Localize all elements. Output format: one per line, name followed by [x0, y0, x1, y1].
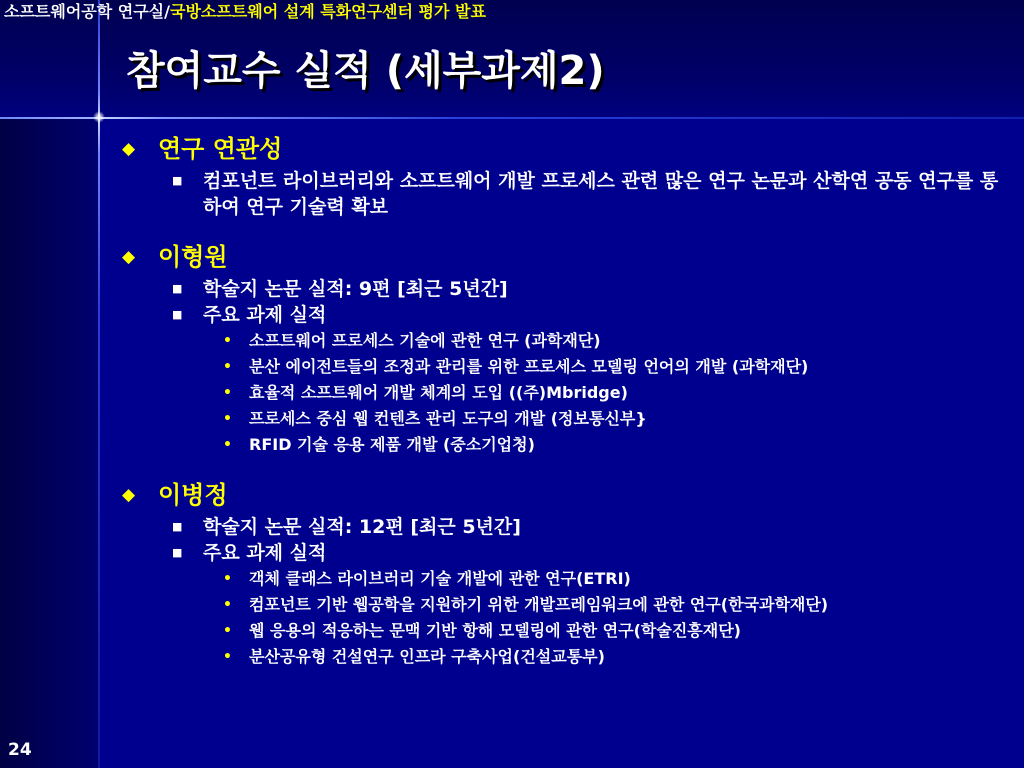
sub-list-item — [118, 566, 1010, 592]
sub-list-item-text: 프로세스 중심 웹 컨텐츠 관리 도구의 개발 (정보통신부} — [249, 409, 647, 428]
sub-list-item-text: 객체 클래스 라이브러리 기술 개발에 관한 연구(ETRI) — [249, 569, 631, 588]
diamond-icon: ◆ — [122, 139, 136, 159]
sub-list-item-text: RFID 기술 응용 제품 개발 (중소기업청) — [249, 435, 535, 454]
dot-icon: • — [223, 359, 232, 375]
sub-list-item-text: 컴포넌트 기반 웹공학을 지원하기 위한 개발프레임워크에 관한 연구(한국과학재단) — [249, 595, 829, 614]
sub-list-item-text: 웹 응용의 적응하는 문맥 기반 항해 모델링에 관한 연구(학술진흥재단) — [249, 621, 741, 640]
dot-icon: • — [223, 623, 232, 639]
list-item-text: 컴포넌트 라이브러리와 소프트웨어 개발 프로세스 관련 많은 연구 논문과 산학연 공동 연구를 통하여 연구 기술력 확보 — [203, 170, 999, 218]
square-icon: ■ — [172, 282, 183, 295]
page-number: 24 — [8, 740, 32, 760]
slide-content — [118, 130, 1010, 688]
dot-icon: • — [223, 437, 232, 453]
lab-name: 소프트웨어공학 연구실/ — [4, 2, 170, 21]
section-heading — [118, 238, 1010, 276]
list-item-text: 주요 과제 실적 — [203, 542, 327, 564]
section-heading — [118, 476, 1010, 514]
sub-list-item — [118, 380, 1010, 406]
diamond-icon: ◆ — [122, 247, 136, 267]
sub-list-item — [118, 592, 1010, 618]
square-icon: ■ — [172, 308, 183, 321]
square-icon: ■ — [172, 174, 183, 187]
slide-title: 참여교수 실적 (세부과제2) — [126, 48, 605, 94]
dot-icon: • — [223, 333, 232, 349]
list-item — [118, 540, 1010, 566]
sub-list-item-text: 효율적 소프트웨어 개발 체계의 도입 ((주)Mbridge) — [249, 383, 628, 402]
dot-icon: • — [223, 649, 232, 665]
list-item-text: 학술지 논문 실적: 9편 [최근 5년간] — [203, 278, 508, 300]
section-lee-hyungwon — [118, 238, 1010, 458]
event-title: 국방소프트웨어 설계 특화연구센터 평가 발표 — [169, 2, 486, 21]
sub-list-item-text: 분산공유형 건설연구 인프라 구축사업(건설교통부) — [249, 647, 605, 666]
section-heading-text: 연구 연관성 — [158, 135, 283, 163]
list-item — [118, 514, 1010, 540]
horizontal-rule — [0, 117, 1024, 119]
square-icon: ■ — [172, 520, 183, 533]
sub-list-item — [118, 644, 1010, 670]
diamond-icon: ◆ — [122, 485, 136, 505]
sub-list-item — [118, 432, 1010, 458]
section-lee-byungjeong — [118, 476, 1010, 670]
sub-list-item-text: 분산 에이전트들의 조정과 관리를 위한 프로세스 모델링 언어의 개발 (과학재단) — [249, 357, 809, 376]
dot-icon: • — [223, 411, 232, 427]
dot-icon: • — [223, 385, 232, 401]
light-flare — [93, 111, 105, 123]
sub-list-item — [118, 328, 1010, 354]
sub-list-item — [118, 354, 1010, 380]
list-item — [118, 168, 1010, 220]
sub-list-item — [118, 406, 1010, 432]
dot-icon: • — [223, 597, 232, 613]
sub-list-item — [118, 618, 1010, 644]
section-heading-text: 이병정 — [158, 481, 228, 509]
dot-icon: • — [223, 571, 232, 587]
section-heading-text: 이형원 — [158, 243, 228, 271]
section-heading — [118, 130, 1010, 168]
list-item-text: 주요 과제 실적 — [203, 304, 327, 326]
list-item — [118, 276, 1010, 302]
slide-header — [4, 2, 486, 22]
square-icon: ■ — [172, 546, 183, 559]
list-item — [118, 302, 1010, 328]
sub-list-item-text: 소프트웨어 프로세스 기술에 관한 연구 (과학재단) — [249, 331, 601, 350]
section-research-relevance — [118, 130, 1010, 220]
list-item-text: 학술지 논문 실적: 12편 [최근 5년간] — [203, 516, 521, 538]
